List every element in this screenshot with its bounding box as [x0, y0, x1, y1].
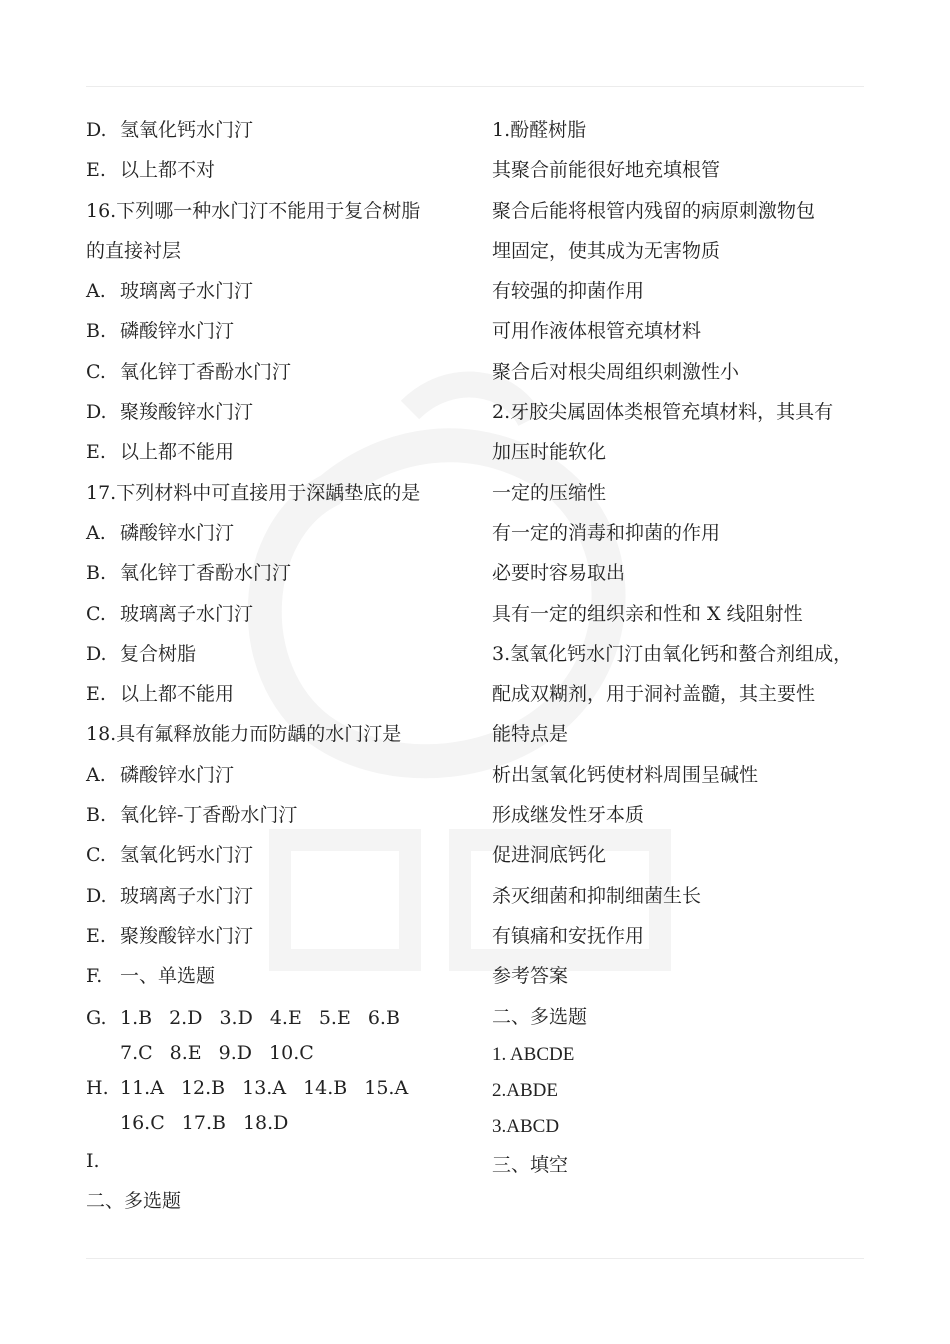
text-line: 可用作液体根管充填材料 — [492, 320, 702, 343]
left-column — [86, 110, 466, 1221]
text-line: 有一定的消毒和抑菌的作用 — [492, 521, 721, 544]
option-line: D. 聚羧酸锌水门汀 — [86, 401, 254, 424]
footer-rule — [86, 1258, 864, 1259]
section-heading: 三、填空 — [492, 1153, 569, 1176]
answer-key-h: H. 11.A 12.B 13.A 14.B 15.A 16.C 17.B 18.D — [86, 1071, 466, 1141]
option-line: A. 磷酸锌水门汀 — [86, 521, 235, 544]
header-rule — [86, 86, 864, 87]
answer-item: 12.B — [180, 1076, 226, 1099]
option-line: C. 氢氧化钙水门汀 — [86, 844, 254, 867]
option-line: E. 聚羧酸锌水门汀 — [86, 924, 254, 947]
option-line: D. 复合树脂 — [86, 642, 197, 665]
option-line: D. 氢氧化钙水门汀 — [86, 119, 254, 141]
answer-item: 2.D — [169, 1006, 203, 1029]
text-line: 促进洞底钙化 — [492, 844, 607, 867]
answer-line: 1. ABCDE — [492, 1043, 575, 1065]
text-line: 杀灭细菌和抑制细菌生长 — [492, 884, 702, 907]
option-line: F. 一、单选题 — [86, 965, 216, 988]
answer-item: 14.B — [303, 1076, 348, 1099]
text-line: 其聚合前能很好地充填根管 — [492, 159, 721, 182]
option-line: A. 磷酸锌水门汀 — [86, 763, 235, 786]
answer-item: 18.D — [242, 1111, 289, 1134]
text-line: 一定的压缩性 — [492, 481, 607, 504]
answer-item: 17.B — [181, 1111, 226, 1134]
question-18: 18.具有氟释放能力而防龋的水门汀是 — [86, 723, 402, 746]
text-line: 配成双糊剂，用于洞衬盖髓，其主要性 — [492, 683, 816, 706]
text-line: 3.氢氧化钙水门汀由氧化钙和螯合剂组成， — [492, 642, 853, 665]
answer-item: 10.C — [269, 1041, 314, 1064]
text-line: 1.酚醛树脂 — [492, 119, 587, 141]
answer-item: 16.C — [120, 1111, 165, 1134]
option-line: B. 磷酸锌水门汀 — [86, 320, 235, 343]
answer-item: 1.B — [120, 1006, 153, 1029]
option-line: B. 氧化锌丁香酚水门汀 — [86, 562, 292, 585]
answer-line: 2.ABDE — [492, 1079, 558, 1101]
option-line: C. 玻璃离子水门汀 — [86, 602, 254, 625]
answer-item: 6.B — [367, 1006, 400, 1029]
section-heading: 二、多选题 — [492, 1005, 588, 1028]
text-line: 析出氢氧化钙使材料周围呈碱性 — [492, 763, 759, 786]
text-line: 能特点是 — [492, 723, 569, 746]
answer-grid — [120, 1001, 466, 1071]
answer-grid — [120, 1071, 466, 1141]
label-i: I. — [86, 1149, 100, 1172]
text-line: 聚合后能将根管内残留的病原刺激物包 — [492, 199, 816, 222]
section-heading: 二、多选题 — [86, 1189, 182, 1212]
question-16: 16.下列哪一种水门汀不能用于复合树脂 — [86, 199, 421, 222]
option-line: D. 玻璃离子水门汀 — [86, 884, 254, 907]
option-line: C. 氧化锌丁香酚水门汀 — [86, 360, 292, 383]
option-line: E. 以上都不能用 — [86, 441, 235, 464]
question-16-cont: 的直接衬层 — [86, 239, 182, 262]
answer-item: 8.E — [169, 1041, 202, 1064]
reference-answer-heading: 参考答案 — [492, 965, 569, 988]
text-line: 埋固定，使其成为无害物质 — [492, 239, 721, 262]
text-line: 2.牙胶尖属固体类根管充填材料，其具有 — [492, 401, 834, 424]
answer-item: 11.A — [120, 1076, 164, 1099]
answer-item: 5.E — [318, 1006, 351, 1029]
answer-key-g: G. 1.B 2.D 3.D 4.E 5.E 6.B 7.C 8.E 9.D 10.C — [86, 1001, 466, 1071]
text-line: 有较强的抑菌作用 — [492, 280, 645, 303]
right-column — [492, 110, 892, 1185]
answer-item: 3.D — [219, 1006, 253, 1029]
text-line: 形成继发性牙本质 — [492, 804, 645, 827]
text-line: 有镇痛和安抚作用 — [492, 924, 645, 947]
text-line: 必要时容易取出 — [492, 562, 626, 585]
answer-item: 7.C — [120, 1041, 153, 1064]
answer-line: 3.ABCD — [492, 1115, 560, 1137]
answer-item: 4.E — [269, 1006, 302, 1029]
answer-item: 13.A — [242, 1076, 287, 1099]
question-17: 17.下列材料中可直接用于深龋垫底的是 — [86, 481, 421, 504]
text-line: 加压时能软化 — [492, 441, 607, 464]
option-line: E. 以上都不能用 — [86, 683, 235, 706]
text-line: 具有一定的组织亲和性和 X 线阻射性 — [492, 602, 803, 625]
answer-item: 9.D — [218, 1041, 253, 1064]
text-line: 聚合后对根尖周组织刺激性小 — [492, 360, 740, 383]
option-line: B. 氧化锌-丁香酚水门汀 — [86, 804, 298, 827]
option-line: E. 以上都不对 — [86, 159, 216, 182]
answer-item: 15.A — [364, 1076, 409, 1099]
option-line: A. 玻璃离子水门汀 — [86, 280, 254, 303]
